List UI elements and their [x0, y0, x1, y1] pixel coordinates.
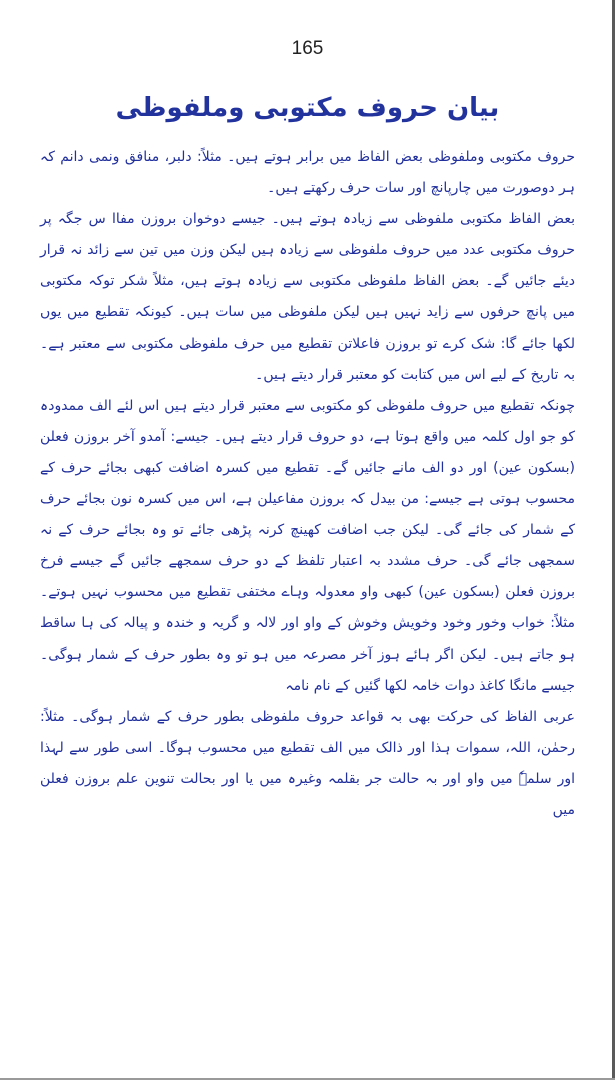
paragraph-3: چونکہ تقطیع میں حروف ملفوظی کو مکتوبی سے معتبر قرار دیتے ہیں اس لئے الف ممدودہ کو جو اول کلمہ میں واقع ہوتا ہے، دو حروف قرار دیتے ہیں۔ جیسے: آمدو آخر بروزن فعلن (بسکون عین) اور دو الف مانے جائیں گے۔ تقطیع میں کسرہ اضافت کبھی بجائے حرف کے محسوب ہوتی ہے جیسے: من بیدل کہ بروزن مفاعیلن ہے، اس میں کسرہ نون بجائے حرف کے شمار کی جائے گی۔ لیکن جب اضافت کھینچ کرنہ پڑھی جائے تو وہ بجائے حرف کے نہ سمجھی جائے گی۔ حرف مشدد بہ اعتبار تلفظ کے دو حرف سمجھے جائیں گے جیسے فرخ بروزن فعلن (بسکون عین) کبھی واو معدولہ وہاے مختفی تقطیع میں محسوب نہیں ہوتے۔ مثلاً: خواب وخور وخود وخویش وخوش کے واو اور لالہ و گریہ و خندہ و پیالہ کی ہا ساقط ہو جاتے ہیں۔ لیکن اگر ہائے ہوز آخر مصرعہ میں ہو تو وہ بطور حرف کے شمار ہوگی۔ جیسے مانگا کاغذ دوات خامہ لکھا گئیں کے نام نامہ — [40, 397, 575, 694]
paragraph-2: بعض الفاظ مکتوبی ملفوظی سے زیادہ ہوتے ہیں۔ جیسے دوخوان بروزن مفاا س جگہ پر حروف مکتوبی عدد میں حروف ملفوظی سے زیادہ ہیں لیکن وزن میں تین سے زائد نہ قرار دیئے جائیں گے۔ بعض الفاظ ملفوظی مکتوبی سے زیادہ ہوتے ہیں، مثلاً شکر توکہ مکتوبی میں پانچ حرفوں سے زاید نہیں ہیں لیکن ملفوظی میں سات ہیں۔ کیونکہ تقطیع میں یوں لکھا جائے گا: شک کرے تو بروزن فاعلاتن تقطیع میں حرف ملفوظی مکتوبی سے معتبر ہے۔ بہ تاریخ کے لیے اس میں کتابت کو معتبر قرار دیتے ہیں۔ — [40, 211, 575, 383]
paragraph-4: عربی الفاظ کی حرکت بھی بہ قواعد حروف ملفوظی بطور حرف کے شمار ہوگی۔ مثلاً: رحمٰن، اللہ، سموات ہذا اور ذالک میں الف تقطیع میں محسوب ہوگا۔ اسی طور سے لہذا اور سلمہٗ میں واو اور بہ حالت جر بقلمہ وغیرہ میں یا اور بحالت تنوین علم بروزن فعلن میں — [40, 708, 575, 818]
body-text — [40, 142, 575, 826]
paragraph-1: حروف مکتوبی وملفوظی بعض الفاظ میں برابر ہوتے ہیں۔ مثلاً: دلبر، منافق ونمی دانم کہ ہر دوصورت میں چارپانچ اور سات حرف رکھتے ہیں۔ — [40, 149, 575, 197]
chapter-title: بیان حروف مکتوبی وملفوظی — [115, 93, 500, 123]
page-number: 165 — [291, 38, 324, 59]
